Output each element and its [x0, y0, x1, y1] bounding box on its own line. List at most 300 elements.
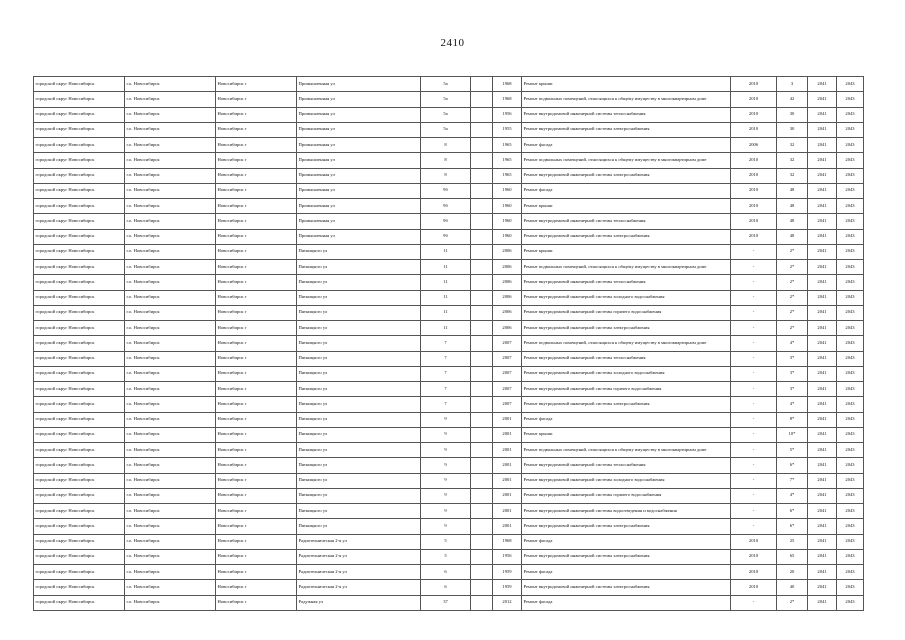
cell-settlement: Новосибирск г — [216, 397, 297, 412]
table-row — [34, 183, 864, 198]
cell-wear: 42 — [777, 92, 808, 107]
cell-plan-end: 2043 — [837, 443, 864, 458]
cell-house: 9 — [421, 504, 471, 519]
cell-settlement: Новосибирск г — [216, 138, 297, 153]
cell-district: г.о. Новосибирск — [125, 504, 216, 519]
cell-plan-end: 2043 — [837, 366, 864, 381]
cell-plan-start: 2041 — [808, 397, 837, 412]
cell-last-repair-year: - — [731, 412, 777, 427]
cell-house: 9 — [421, 488, 471, 503]
cell-street: Пятницкого ул — [297, 443, 421, 458]
cell-settlement: Новосибирск г — [216, 77, 297, 92]
cell-plan-end: 2043 — [837, 260, 864, 275]
cell-year: 2001 — [493, 412, 522, 427]
table-row — [34, 366, 864, 381]
cell-street: Радиотехническая 2-я ул — [297, 580, 421, 595]
table-row — [34, 92, 864, 107]
cell-wear: 3* — [777, 382, 808, 397]
cell-wear: 2* — [777, 244, 808, 259]
cell-street: Промышленная ул — [297, 92, 421, 107]
cell-house: 7 — [421, 397, 471, 412]
cell-plan-start: 2041 — [808, 138, 837, 153]
cell-house: 7 — [421, 382, 471, 397]
cell-district: г.о. Новосибирск — [125, 366, 216, 381]
cell-plan-start: 2041 — [808, 305, 837, 320]
cell-plan-start: 2041 — [808, 549, 837, 564]
cell-district: г.о. Новосибирск — [125, 138, 216, 153]
cell-year: 1965 — [493, 138, 522, 153]
table-row — [34, 214, 864, 229]
cell-plan-end: 2043 — [837, 122, 864, 137]
cell-municipality: городской округ Новосибирск — [34, 321, 125, 336]
cell-settlement: Новосибирск г — [216, 458, 297, 473]
cell-year: 2006 — [493, 321, 522, 336]
cell-plan-end: 2043 — [837, 458, 864, 473]
cell-year: 1956 — [493, 107, 522, 122]
cell-plan-start: 2041 — [808, 229, 837, 244]
cell-plan-start: 2041 — [808, 199, 837, 214]
cell-plan-end: 2043 — [837, 275, 864, 290]
cell-work-type: Ремонт внутридомовой инженерной системы электроснабжения — [522, 580, 731, 595]
cell-settlement: Новосибирск г — [216, 153, 297, 168]
cell-street: Радиотехническая 2-я ул — [297, 565, 421, 580]
cell-last-repair-year: - — [731, 305, 777, 320]
cell-street: Промышленная ул — [297, 214, 421, 229]
table-row — [34, 122, 864, 137]
cell-district: г.о. Новосибирск — [125, 168, 216, 183]
cell-district: г.о. Новосибирск — [125, 580, 216, 595]
cell-last-repair-year: 2010 — [731, 229, 777, 244]
cell-last-repair-year: - — [731, 382, 777, 397]
cell-settlement: Новосибирск г — [216, 183, 297, 198]
cell-wear: 30 — [777, 107, 808, 122]
cell-wear: 3* — [777, 351, 808, 366]
cell-district: г.о. Новосибирск — [125, 199, 216, 214]
cell-house: 6 — [421, 580, 471, 595]
cell-building — [471, 336, 493, 351]
table-row — [34, 397, 864, 412]
cell-building — [471, 366, 493, 381]
cell-wear: 10* — [777, 427, 808, 442]
cell-district: г.о. Новосибирск — [125, 397, 216, 412]
cell-municipality: городской округ Новосибирск — [34, 107, 125, 122]
cell-street: Пятницкого ул — [297, 504, 421, 519]
cell-settlement: Новосибирск г — [216, 321, 297, 336]
cell-work-type: Ремонт подвальных помещений, относящихся к общему имуществу в многоквартирном доме — [522, 92, 731, 107]
cell-municipality: городской округ Новосибирск — [34, 366, 125, 381]
cell-building — [471, 107, 493, 122]
cell-municipality: городской округ Новосибирск — [34, 199, 125, 214]
cell-building — [471, 168, 493, 183]
cell-last-repair-year: - — [731, 336, 777, 351]
cell-year: 1955 — [493, 122, 522, 137]
cell-municipality: городской округ Новосибирск — [34, 443, 125, 458]
cell-year: 2007 — [493, 351, 522, 366]
cell-wear: 32 — [777, 168, 808, 183]
cell-settlement: Новосибирск г — [216, 305, 297, 320]
table-row — [34, 336, 864, 351]
cell-plan-end: 2043 — [837, 107, 864, 122]
cell-settlement: Новосибирск г — [216, 595, 297, 610]
cell-plan-start: 2041 — [808, 168, 837, 183]
cell-street: Пятницкого ул — [297, 244, 421, 259]
cell-year: 2007 — [493, 336, 522, 351]
table-row — [34, 260, 864, 275]
cell-wear: 3* — [777, 366, 808, 381]
cell-municipality: городской округ Новосибирск — [34, 473, 125, 488]
cell-wear: 2* — [777, 290, 808, 305]
cell-municipality: городской округ Новосибирск — [34, 595, 125, 610]
cell-house: 5а — [421, 122, 471, 137]
cell-municipality: городской округ Новосибирск — [34, 458, 125, 473]
cell-street: Промышленная ул — [297, 229, 421, 244]
cell-work-type: Ремонт внутридомовой инженерной системы горячего водоснабжения — [522, 488, 731, 503]
cell-last-repair-year: - — [731, 504, 777, 519]
cell-plan-end: 2043 — [837, 92, 864, 107]
cell-district: г.о. Новосибирск — [125, 122, 216, 137]
cell-settlement: Новосибирск г — [216, 168, 297, 183]
cell-building — [471, 77, 493, 92]
cell-building — [471, 92, 493, 107]
cell-house: 11 — [421, 275, 471, 290]
cell-settlement: Новосибирск г — [216, 275, 297, 290]
cell-municipality: городской округ Новосибирск — [34, 260, 125, 275]
cell-wear: 30 — [777, 122, 808, 137]
cell-settlement: Новосибирск г — [216, 229, 297, 244]
cell-last-repair-year: - — [731, 244, 777, 259]
cell-street: Промышленная ул — [297, 199, 421, 214]
cell-year: 1965 — [493, 168, 522, 183]
cell-house: 11 — [421, 244, 471, 259]
cell-wear: 40 — [777, 580, 808, 595]
cell-municipality: городской округ Новосибирск — [34, 183, 125, 198]
cell-building — [471, 427, 493, 442]
cell-plan-end: 2043 — [837, 488, 864, 503]
cell-plan-start: 2041 — [808, 92, 837, 107]
cell-year: 1968 — [493, 77, 522, 92]
cell-plan-end: 2043 — [837, 382, 864, 397]
table-row — [34, 77, 864, 92]
cell-work-type: Ремонт внутридомовой инженерной системы холодного водоснабжения — [522, 473, 731, 488]
cell-plan-end: 2043 — [837, 580, 864, 595]
cell-year: 2006 — [493, 260, 522, 275]
cell-street: Пятницкого ул — [297, 458, 421, 473]
cell-district: г.о. Новосибирск — [125, 183, 216, 198]
cell-building — [471, 565, 493, 580]
cell-last-repair-year: - — [731, 321, 777, 336]
cell-house: 7 — [421, 336, 471, 351]
cell-municipality: городской округ Новосибирск — [34, 488, 125, 503]
cell-settlement: Новосибирск г — [216, 443, 297, 458]
page-number: 2410 — [440, 37, 465, 49]
cell-work-type: Ремонт подвальных помещений, относящихся к общему имуществу в многоквартирном доме — [522, 153, 731, 168]
cell-district: г.о. Новосибирск — [125, 290, 216, 305]
cell-district: г.о. Новосибирск — [125, 214, 216, 229]
cell-house: 7 — [421, 351, 471, 366]
cell-plan-start: 2041 — [808, 275, 837, 290]
cell-street: Промышленная ул — [297, 77, 421, 92]
table-row — [34, 382, 864, 397]
cell-municipality: городской округ Новосибирск — [34, 336, 125, 351]
cell-building — [471, 473, 493, 488]
cell-district: г.о. Новосибирск — [125, 412, 216, 427]
cell-house: 5а — [421, 92, 471, 107]
cell-street: Пятницкого ул — [297, 260, 421, 275]
cell-plan-end: 2043 — [837, 519, 864, 534]
cell-settlement: Новосибирск г — [216, 504, 297, 519]
cell-plan-start: 2041 — [808, 183, 837, 198]
cell-year: 1959 — [493, 565, 522, 580]
cell-district: г.о. Новосибирск — [125, 107, 216, 122]
cell-house: 11 — [421, 290, 471, 305]
cell-year: 1956 — [493, 549, 522, 564]
cell-building — [471, 138, 493, 153]
cell-house: 9б — [421, 199, 471, 214]
cell-last-repair-year: 2010 — [731, 565, 777, 580]
cell-municipality: городской округ Новосибирск — [34, 427, 125, 442]
cell-building — [471, 412, 493, 427]
cell-street: Пятницкого ул — [297, 366, 421, 381]
cell-district: г.о. Новосибирск — [125, 153, 216, 168]
cell-plan-start: 2041 — [808, 595, 837, 610]
cell-plan-start: 2041 — [808, 153, 837, 168]
table-row — [34, 305, 864, 320]
cell-settlement: Новосибирск г — [216, 260, 297, 275]
cell-year: 1960 — [493, 183, 522, 198]
cell-year: 1960 — [493, 214, 522, 229]
cell-year: 2001 — [493, 458, 522, 473]
cell-last-repair-year: - — [731, 427, 777, 442]
cell-building — [471, 305, 493, 320]
cell-year: 2007 — [493, 397, 522, 412]
cell-house: 5 — [421, 549, 471, 564]
cell-plan-end: 2043 — [837, 504, 864, 519]
table-row — [34, 199, 864, 214]
table-row — [34, 138, 864, 153]
cell-plan-start: 2041 — [808, 351, 837, 366]
cell-last-repair-year: 2010 — [731, 107, 777, 122]
cell-plan-start: 2041 — [808, 260, 837, 275]
cell-plan-end: 2043 — [837, 534, 864, 549]
cell-house: 9б — [421, 229, 471, 244]
cell-house: 9 — [421, 473, 471, 488]
cell-wear: 25 — [777, 534, 808, 549]
cell-work-type: Ремонт внутридомовой инженерной системы электроснабжения — [522, 122, 731, 137]
cell-building — [471, 229, 493, 244]
table-row — [34, 473, 864, 488]
cell-district: г.о. Новосибирск — [125, 443, 216, 458]
cell-street: Промышленная ул — [297, 183, 421, 198]
cell-work-type: Ремонт фасада — [522, 595, 731, 610]
cell-last-repair-year: - — [731, 519, 777, 534]
cell-plan-end: 2043 — [837, 77, 864, 92]
cell-settlement: Новосибирск г — [216, 214, 297, 229]
cell-district: г.о. Новосибирск — [125, 549, 216, 564]
cell-municipality: городской округ Новосибирск — [34, 549, 125, 564]
cell-district: г.о. Новосибирск — [125, 458, 216, 473]
cell-settlement: Новосибирск г — [216, 519, 297, 534]
cell-plan-start: 2041 — [808, 443, 837, 458]
cell-work-type: Ремонт внутридомовой инженерной системы электроснабжения — [522, 321, 731, 336]
cell-work-type: Ремонт крыши — [522, 199, 731, 214]
cell-district: г.о. Новосибирск — [125, 488, 216, 503]
cell-year: 2001 — [493, 473, 522, 488]
cell-work-type: Ремонт внутридомовой инженерной системы электроснабжения — [522, 229, 731, 244]
cell-settlement: Новосибирск г — [216, 534, 297, 549]
cell-last-repair-year: - — [731, 366, 777, 381]
cell-street: Радиотехническая 2-я ул — [297, 549, 421, 564]
cell-municipality: городской округ Новосибирск — [34, 92, 125, 107]
cell-last-repair-year: 2010 — [731, 549, 777, 564]
cell-wear: 65 — [777, 549, 808, 564]
cell-municipality: городской округ Новосибирск — [34, 534, 125, 549]
cell-street: Радужная ул — [297, 595, 421, 610]
cell-building — [471, 321, 493, 336]
cell-street: Пятницкого ул — [297, 321, 421, 336]
cell-last-repair-year: 2010 — [731, 122, 777, 137]
cell-municipality: городской округ Новосибирск — [34, 77, 125, 92]
cell-work-type: Ремонт внутридомовой инженерной системы горячего водоснабжения — [522, 382, 731, 397]
cell-last-repair-year: 2010 — [731, 534, 777, 549]
table-row — [34, 595, 864, 610]
cell-plan-start: 2041 — [808, 565, 837, 580]
cell-wear: 5* — [777, 443, 808, 458]
cell-street: Пятницкого ул — [297, 473, 421, 488]
cell-house: 9 — [421, 427, 471, 442]
cell-district: г.о. Новосибирск — [125, 382, 216, 397]
cell-year: 2001 — [493, 519, 522, 534]
cell-last-repair-year: - — [731, 595, 777, 610]
cell-district: г.о. Новосибирск — [125, 77, 216, 92]
cell-wear: 48 — [777, 183, 808, 198]
cell-settlement: Новосибирск г — [216, 565, 297, 580]
cell-work-type: Ремонт внутридомовой инженерной системы теплоснабжения — [522, 351, 731, 366]
table-row — [34, 351, 864, 366]
cell-plan-end: 2043 — [837, 305, 864, 320]
cell-settlement: Новосибирск г — [216, 290, 297, 305]
cell-last-repair-year: 2010 — [731, 153, 777, 168]
cell-house: 9б — [421, 183, 471, 198]
cell-year: 2006 — [493, 275, 522, 290]
table-row — [34, 412, 864, 427]
table-row — [34, 565, 864, 580]
cell-work-type: Ремонт внутридомовой инженерной системы горячего водоснабжения — [522, 305, 731, 320]
cell-street: Промышленная ул — [297, 168, 421, 183]
cell-year: 2001 — [493, 443, 522, 458]
table-row — [34, 580, 864, 595]
cell-house: 6 — [421, 565, 471, 580]
cell-work-type: Ремонт фасада — [522, 138, 731, 153]
cell-wear: 3 — [777, 77, 808, 92]
cell-district: г.о. Новосибирск — [125, 305, 216, 320]
cell-street: Радиотехническая 2-я ул — [297, 534, 421, 549]
cell-house: 9б — [421, 214, 471, 229]
cell-building — [471, 458, 493, 473]
cell-wear: 48 — [777, 229, 808, 244]
cell-work-type: Ремонт внутридомовой инженерной системы электроснабжения — [522, 168, 731, 183]
cell-wear: 2* — [777, 275, 808, 290]
cell-building — [471, 214, 493, 229]
table-row — [34, 275, 864, 290]
cell-street: Промышленная ул — [297, 122, 421, 137]
cell-municipality: городской округ Новосибирск — [34, 412, 125, 427]
cell-district: г.о. Новосибирск — [125, 351, 216, 366]
cell-plan-start: 2041 — [808, 534, 837, 549]
cell-work-type: Ремонт фасада — [522, 534, 731, 549]
cell-building — [471, 351, 493, 366]
cell-street: Пятницкого ул — [297, 427, 421, 442]
cell-wear: 2* — [777, 260, 808, 275]
cell-year: 1968 — [493, 92, 522, 107]
cell-year: 2006 — [493, 290, 522, 305]
cell-last-repair-year: - — [731, 458, 777, 473]
cell-house: 8 — [421, 168, 471, 183]
cell-last-repair-year: 2010 — [731, 580, 777, 595]
cell-plan-start: 2041 — [808, 336, 837, 351]
cell-building — [471, 488, 493, 503]
cell-municipality: городской округ Новосибирск — [34, 519, 125, 534]
cell-municipality: городской округ Новосибирск — [34, 138, 125, 153]
cell-plan-start: 2041 — [808, 427, 837, 442]
table-row — [34, 290, 864, 305]
cell-municipality: городской округ Новосибирск — [34, 382, 125, 397]
cell-house: 11 — [421, 321, 471, 336]
cell-last-repair-year: 2006 — [731, 138, 777, 153]
cell-work-type: Ремонт внутридомовой инженерной системы холодного водоснабжения — [522, 366, 731, 381]
cell-house: 5 — [421, 534, 471, 549]
cell-municipality: городской округ Новосибирск — [34, 351, 125, 366]
cell-work-type: Ремонт фасада — [522, 412, 731, 427]
cell-wear: 4* — [777, 336, 808, 351]
cell-district: г.о. Новосибирск — [125, 92, 216, 107]
cell-plan-start: 2041 — [808, 214, 837, 229]
cell-work-type: Ремонт внутридомовой инженерной системы теплоснабжения — [522, 458, 731, 473]
cell-district: г.о. Новосибирск — [125, 321, 216, 336]
cell-street: Пятницкого ул — [297, 488, 421, 503]
cell-work-type: Ремонт внутридомовой инженерной системы электроснабжения — [522, 519, 731, 534]
cell-municipality: городской округ Новосибирск — [34, 153, 125, 168]
cell-plan-end: 2043 — [837, 397, 864, 412]
cell-year: 2012 — [493, 595, 522, 610]
cell-district: г.о. Новосибирск — [125, 336, 216, 351]
cell-wear: 4* — [777, 397, 808, 412]
cell-settlement: Новосибирск г — [216, 412, 297, 427]
cell-district: г.о. Новосибирск — [125, 260, 216, 275]
cell-plan-start: 2041 — [808, 488, 837, 503]
table-row — [34, 321, 864, 336]
cell-work-type: Ремонт подвальных помещений, относящихся к общему имуществу в многоквартирном доме — [522, 336, 731, 351]
cell-plan-end: 2043 — [837, 168, 864, 183]
cell-wear: 2* — [777, 321, 808, 336]
cell-settlement: Новосибирск г — [216, 382, 297, 397]
cell-street: Пятницкого ул — [297, 412, 421, 427]
table-row — [34, 458, 864, 473]
cell-wear: 20 — [777, 565, 808, 580]
cell-settlement: Новосибирск г — [216, 92, 297, 107]
cell-work-type: Ремонт внутридомовой инженерной системы теплоснабжения — [522, 275, 731, 290]
cell-municipality: городской округ Новосибирск — [34, 290, 125, 305]
cell-year: 2001 — [493, 504, 522, 519]
cell-municipality: городской округ Новосибирск — [34, 504, 125, 519]
cell-work-type: Ремонт фасада — [522, 565, 731, 580]
cell-work-type: Ремонт внутридомовой инженерной системы теплоснабжения — [522, 107, 731, 122]
cell-building — [471, 397, 493, 412]
cell-municipality: городской округ Новосибирск — [34, 244, 125, 259]
cell-work-type: Ремонт крыши — [522, 244, 731, 259]
cell-year: 2007 — [493, 382, 522, 397]
cell-district: г.о. Новосибирск — [125, 473, 216, 488]
cell-district: г.о. Новосибирск — [125, 565, 216, 580]
